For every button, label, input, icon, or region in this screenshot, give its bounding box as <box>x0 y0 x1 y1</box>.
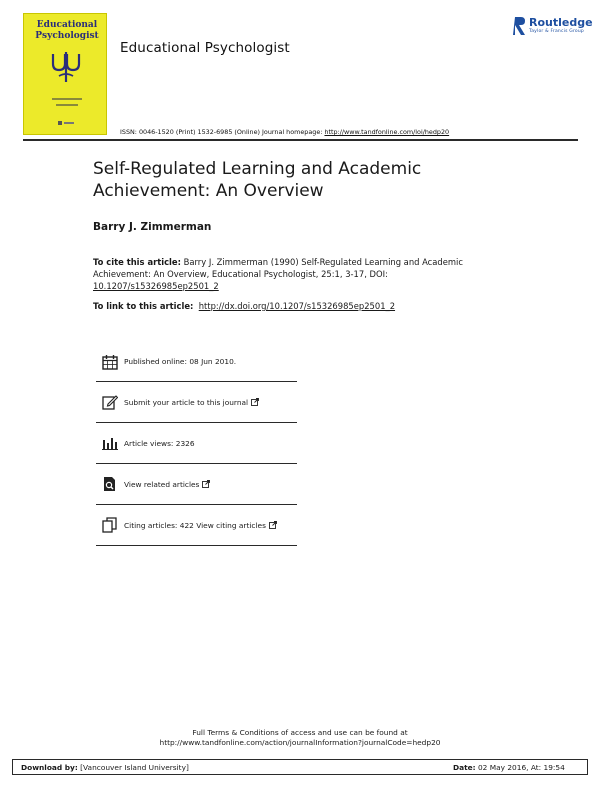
edit-icon <box>101 393 119 411</box>
article-views-item <box>96 423 297 464</box>
article-title: Self-Regulated Learning and Academic Achievement: An Overview <box>93 159 422 201</box>
calendar-icon <box>101 353 119 371</box>
journal-cover <box>23 13 107 135</box>
copy-icon <box>101 516 119 534</box>
citation-label: To cite this article: <box>93 257 181 267</box>
publisher-name[interactable]: Routledge <box>529 16 593 29</box>
publisher-tagline: Taylor & Francis Group <box>529 29 584 34</box>
download-info-bar <box>12 759 588 775</box>
link-block <box>93 300 513 312</box>
article-url-link[interactable]: http://dx.doi.org/10.1207/s15326985ep2501_2 <box>198 301 396 311</box>
article-author: Barry J. Zimmerman <box>93 221 212 233</box>
external-link-icon <box>251 398 259 406</box>
article-info-list <box>96 342 297 546</box>
related-articles-link[interactable]: View related articles <box>124 480 210 489</box>
citing-articles-link[interactable]: Citing articles: 422 View citing articles <box>124 521 277 530</box>
bar-chart-icon <box>101 434 119 452</box>
search-doc-icon <box>101 475 119 493</box>
download-date: Date: 02 May 2016, At: 19:54 <box>453 763 565 772</box>
cover-emblem-icon <box>49 50 83 84</box>
submit-article-link[interactable]: Submit your article to this journal <box>124 398 259 407</box>
journal-name: Educational Psychologist <box>120 40 290 56</box>
cover-text-line <box>52 98 82 100</box>
citation-block <box>93 256 493 292</box>
related-articles-item[interactable] <box>96 464 297 505</box>
external-link-icon <box>269 521 277 529</box>
external-link-icon <box>202 480 210 488</box>
published-online-item <box>96 342 297 382</box>
published-online-text: Published online: 08 Jun 2010. <box>124 357 237 366</box>
journal-homepage-link[interactable]: http://www.tandfonline.com/loi/hedp20 <box>324 128 450 136</box>
issn-text: ISSN: 0046-1520 (Print) 1532-6985 (Online) Journal homepage: <box>120 128 325 136</box>
doi-link[interactable]: 10.1207/s15326985ep2501_2 <box>93 281 219 291</box>
terms-line: Full Terms & Conditions of access and use can be found at <box>192 728 408 737</box>
routledge-logo-icon <box>513 15 527 37</box>
submit-article-item[interactable] <box>96 382 297 423</box>
downloaded-by: Download by: [Vancouver Island University] <box>21 763 189 772</box>
cover-title: Educational Psychologist <box>35 20 99 41</box>
cover-text-line <box>56 104 78 106</box>
citation-text: Barry J. Zimmerman (1990) Self-Regulated Learning and Academic Achievement: An Overview, Educational Psychologist, 25:1, 3-17, DOI: <box>93 257 463 279</box>
header-divider <box>23 139 578 141</box>
issn-line <box>120 128 449 136</box>
link-label: To link to this article: <box>93 301 194 311</box>
terms-url-link[interactable]: http://www.tandfonline.com/action/journalInformation?journalCode=hedp20 <box>159 738 441 747</box>
terms-block <box>0 728 600 748</box>
citing-articles-item[interactable] <box>96 505 297 546</box>
cover-publisher-icon <box>58 120 74 126</box>
article-views-text: Article views: 2326 <box>124 438 195 448</box>
